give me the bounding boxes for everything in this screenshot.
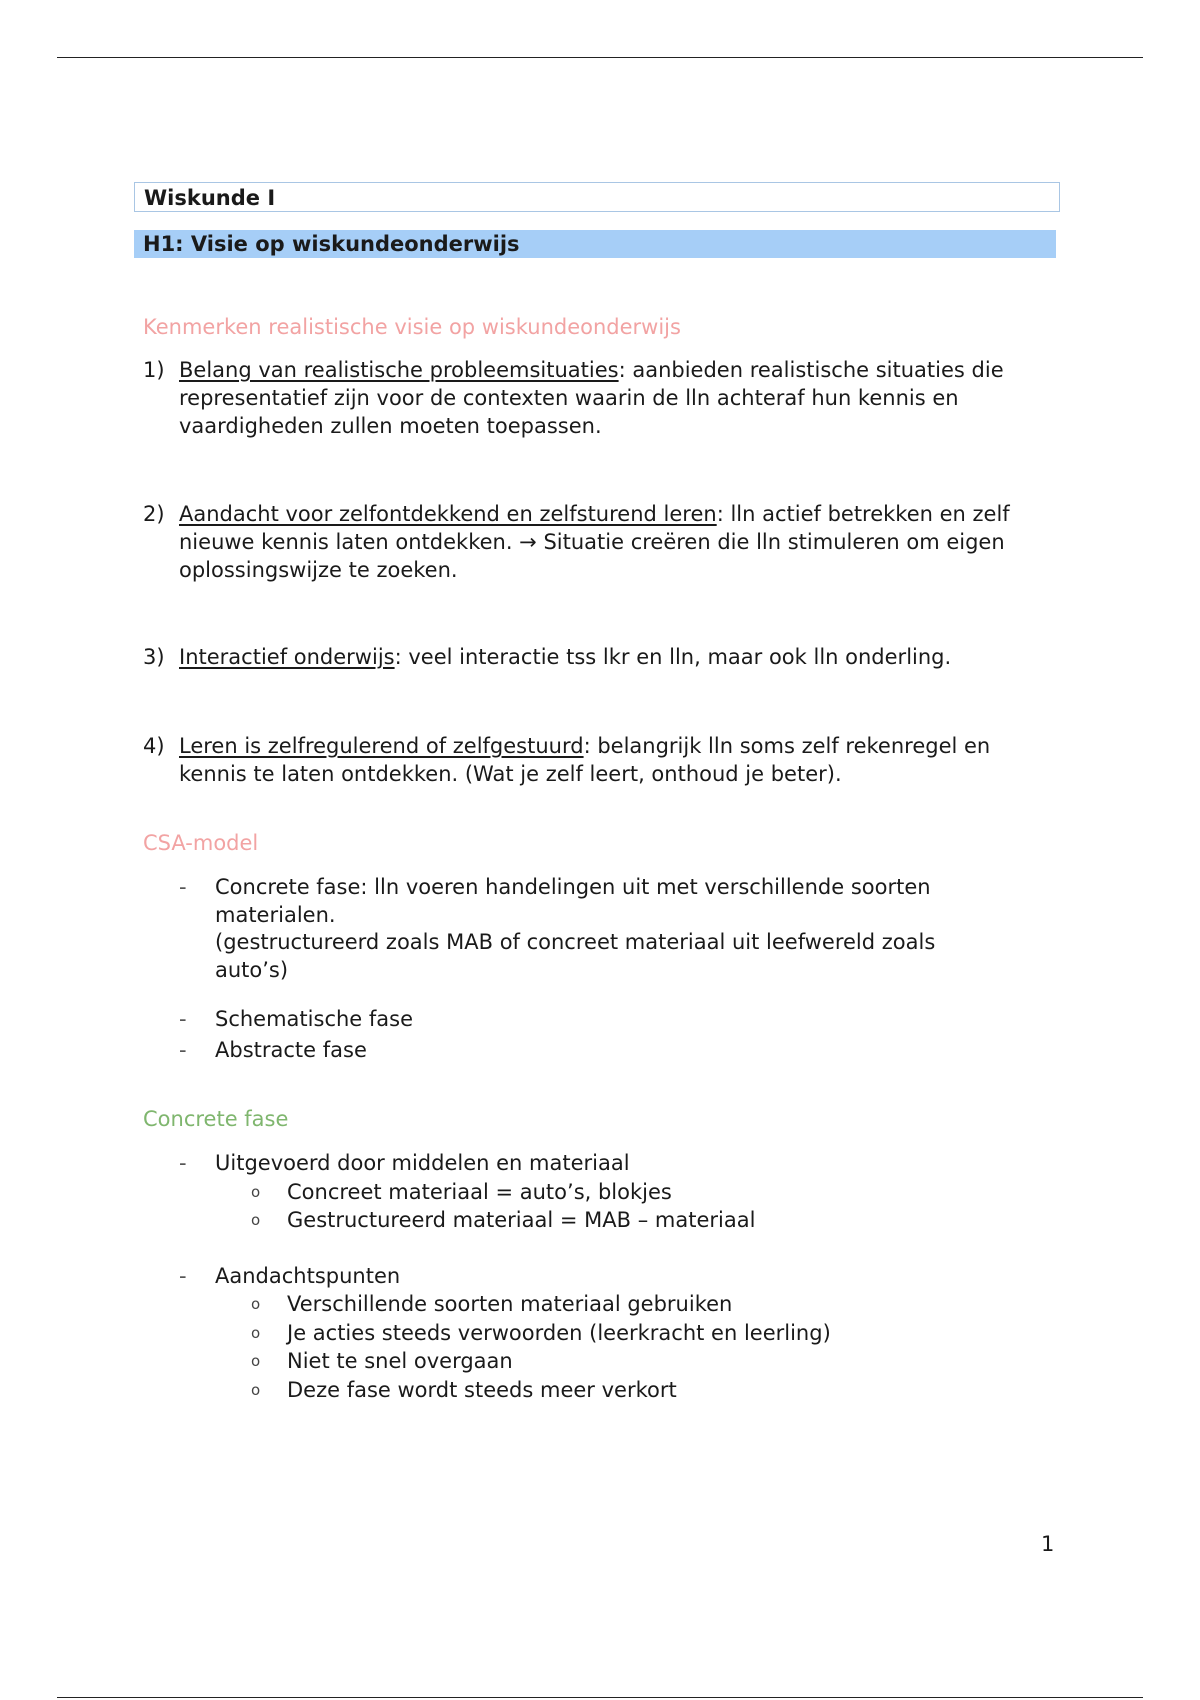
item-text: : belangrijk lln soms zelf rekenregel en kennis te laten ontdekken. (Wat je zelf leert, onthoud je beter). (179, 734, 991, 786)
page-content (134, 182, 1064, 1404)
bullet-text: Abstracte fase (215, 1037, 367, 1062)
item-number: 1) (143, 358, 165, 382)
sub-bullet-text: Niet te snel overgaan (287, 1349, 513, 1373)
dash-bullet: - (179, 1263, 187, 1288)
sub-bullet-item (251, 1290, 1064, 1319)
list-item (143, 643, 1063, 671)
sub-bullet-item (251, 1206, 1064, 1235)
sub-bullet-item (251, 1178, 1064, 1207)
document-title: Wiskunde I (134, 182, 1060, 212)
item-number: 4) (143, 734, 165, 758)
item-text: : aanbieden realistische situaties die representatief zijn voor de contexten waarin de lln achteraf hun kennis en vaardigheden zullen moeten toepassen. (179, 358, 1004, 438)
bullet-item (179, 1006, 1064, 1034)
bullet-text: Uitgevoerd door middelen en materiaal (215, 1151, 630, 1175)
bullet-text-note: (gestructureerd zoals MAB of concreet materiaal uit leefwereld zoals auto’s) (215, 930, 936, 982)
sub-bullet-item (251, 1376, 1064, 1405)
item-text: : veel interactie tss lkr en lln, maar ook lln onderling. (394, 645, 952, 669)
bullet-item (179, 874, 939, 984)
bullet-item (179, 1037, 1064, 1065)
list-item (143, 732, 1063, 788)
list-item (143, 500, 1063, 584)
item-term: Leren is zelfregulerend of zelfgestuurd (179, 734, 584, 758)
item-term: Interactief onderwijs (179, 645, 395, 669)
sub-bullet-item (251, 1319, 1064, 1348)
circle-bullet: o (251, 1323, 261, 1342)
sub-bullet-text: Verschillende soorten materiaal gebruiken (287, 1292, 733, 1316)
bullet-item (179, 1263, 1064, 1291)
circle-bullet: o (251, 1352, 261, 1370)
section-heading-concrete-fase: Concrete fase (143, 1107, 289, 1131)
bullet-text: Schematische fase (215, 1007, 414, 1031)
footer-rule (57, 1697, 1143, 1698)
section-heading-kenmerken: Kenmerken realistische visie op wiskundeonderwijs (143, 315, 681, 339)
sub-bullet-item (251, 1347, 1064, 1376)
dash-bullet: - (179, 1037, 187, 1062)
sub-bullet-text: Concreet materiaal = auto’s, blokjes (287, 1179, 672, 1204)
sub-bullet-text: Gestructureerd materiaal = MAB – materiaal (287, 1208, 756, 1232)
sub-bullet-text: Je acties steeds verwoorden (leerkracht en leerling) (287, 1320, 831, 1345)
sub-bullet-text: Deze fase wordt steeds meer verkort (287, 1377, 677, 1402)
bullet-item (179, 1150, 1064, 1178)
circle-bullet: o (251, 1182, 261, 1201)
page-number: 1 (1041, 1532, 1055, 1556)
dash-bullet: - (179, 1151, 187, 1175)
item-term: Belang van realistische probleemsituaties (179, 358, 619, 382)
bullet-text: Aandachtspunten (215, 1263, 401, 1288)
item-number: 3) (143, 645, 165, 669)
bullet-text: Concrete fase: lln voeren handelingen uit met verschillende soorten materialen. (215, 875, 931, 927)
circle-bullet: o (251, 1295, 261, 1313)
item-term: Aandacht voor zelfontdekkend en zelfsturend leren (179, 502, 717, 526)
circle-bullet: o (251, 1211, 261, 1229)
header-rule (57, 57, 1143, 58)
chapter-heading: H1: Visie op wiskundeonderwijs (134, 230, 1056, 258)
list-item (143, 356, 1063, 440)
item-number: 2) (143, 502, 165, 526)
dash-bullet: - (179, 1007, 187, 1031)
item-text: : lln actief betrekken en zelf nieuwe kennis laten ontdekken. → Situatie creëren die lln stimuleren om eigen oplossingswijze te zoeken. (179, 502, 1010, 582)
dash-bullet: - (179, 875, 187, 899)
circle-bullet: o (251, 1380, 261, 1399)
section-heading-csa: CSA-model (143, 831, 259, 855)
